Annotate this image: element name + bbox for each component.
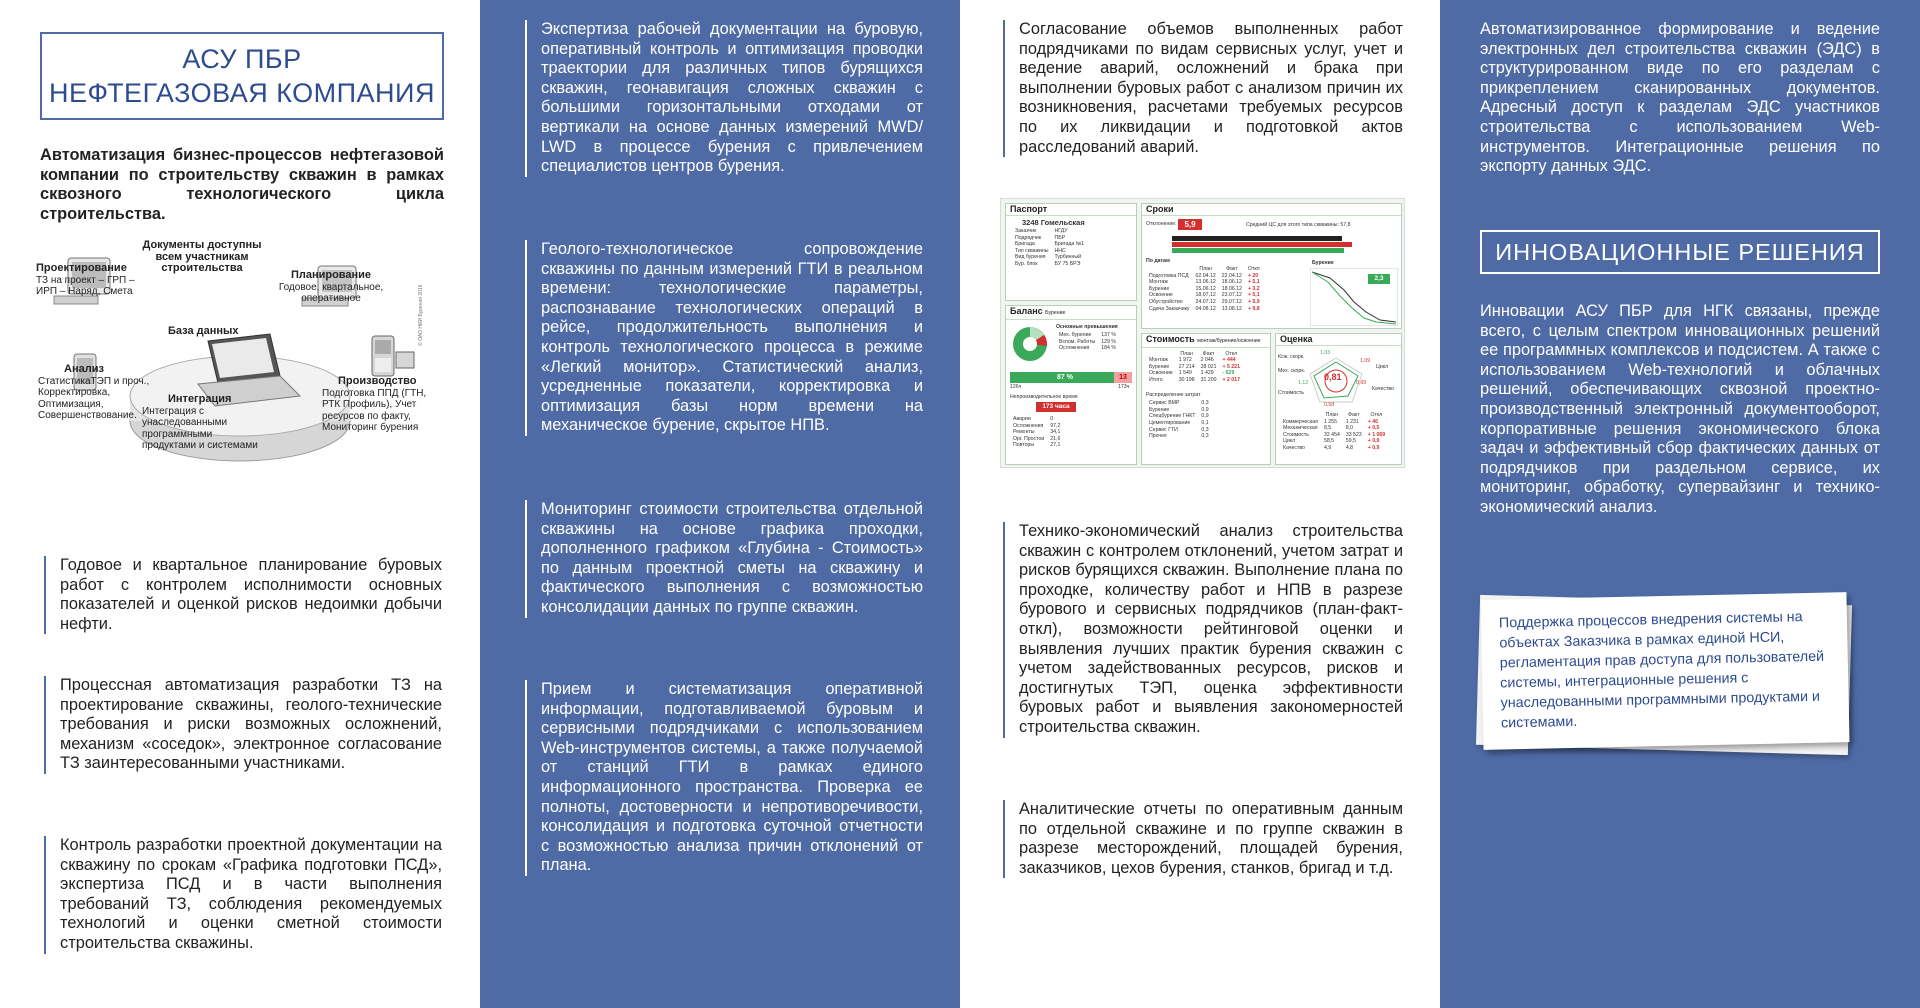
diagram-center-title: Документы доступны всем участникам строительства xyxy=(142,239,262,274)
cost-distribution-table xyxy=(1146,400,1212,440)
balance-row xyxy=(1056,332,1119,339)
terms-by-dates: По датам xyxy=(1146,258,1170,264)
terms-row-cell: Сдача Заказчику xyxy=(1149,305,1190,312)
score-col-header: Откл xyxy=(1370,412,1383,418)
cost-col-header: План xyxy=(1180,350,1193,357)
passport-panel xyxy=(1005,203,1137,301)
score-row-cell: 1 231 xyxy=(1345,418,1359,425)
balance-row xyxy=(1056,345,1119,352)
score-row-cell: 1 255 xyxy=(1323,418,1337,425)
terms-deviation-value: 5,9 xyxy=(1178,219,1202,230)
cost-dist-row xyxy=(1146,433,1212,440)
architecture-diagram xyxy=(30,239,450,526)
terms-row-cell: 13.06.12 xyxy=(1195,279,1216,286)
score-label-quality: Качество xyxy=(1372,386,1394,392)
planning-text: Годовое, квартальное, оперативное xyxy=(278,281,384,304)
passport-row-cell: Тип скважины xyxy=(1015,247,1049,254)
cost-dist-row-cell: 0,3 xyxy=(1201,433,1209,440)
integration-title: Интеграция xyxy=(168,393,232,405)
score-label-cost: Стоимость xyxy=(1278,390,1304,396)
score-table xyxy=(1280,412,1388,452)
cost-dist-row-cell: 0,3 xyxy=(1201,426,1209,433)
terms-col-fact: Факт xyxy=(1226,266,1238,272)
terms-row-cell: + 9,8 xyxy=(1247,305,1260,312)
terms-row xyxy=(1146,299,1263,306)
score-row-cell: 8,0 xyxy=(1345,425,1354,432)
passport-row-cell: Вид бурения xyxy=(1015,254,1046,261)
score-label-mech: Мех. скорк. xyxy=(1278,368,1306,374)
terms-row-cell: + 3,2 xyxy=(1247,285,1260,292)
passport-row-cell: Заказчик xyxy=(1015,228,1037,234)
balance-remainder: 13 xyxy=(1114,372,1132,383)
terms-bar-fact xyxy=(1172,242,1352,247)
terms-row-cell: Бурение xyxy=(1149,285,1170,292)
npv-row xyxy=(1010,442,1063,449)
cost-dist-row-cell: 0,3 xyxy=(1201,400,1209,407)
terms-bar-plan xyxy=(1172,236,1342,241)
npv-row xyxy=(1010,429,1063,436)
terms-row-cell: 24.07.12 xyxy=(1195,298,1216,305)
score-v3: 1,12 xyxy=(1298,380,1309,386)
balance-title xyxy=(1006,306,1136,320)
cost-row xyxy=(1146,370,1243,377)
cost-col-header: Факт xyxy=(1202,350,1215,357)
integration-block xyxy=(142,394,262,452)
cost-row-cell: 1 429 xyxy=(1200,370,1214,377)
balance-row-cell: 184 % xyxy=(1101,345,1116,352)
expertise-paragraph: Экспертиза рабочей документации на буровую, оперативный контроль и оптимизация проводки траектории для различных типов бурящихся скважин, геонавигация сложных скважин с большими горизонтальными отходами от вертикали на основе данных измерений MWD/ LWD в процессе бурения с привлечением специалистов центров бурения. xyxy=(525,20,923,177)
terms-row-cell: + 5,1 xyxy=(1247,279,1260,286)
npv-row-cell: 27,1 xyxy=(1050,442,1061,449)
score-panel xyxy=(1275,333,1402,465)
cost-dist-row-cell: Бурение xyxy=(1149,406,1170,413)
terms-row-cell: Монтаж xyxy=(1149,279,1168,286)
cost-dist-row-cell: Цементирование xyxy=(1149,419,1191,426)
terms-row-cell: Обустройство xyxy=(1149,298,1183,305)
gti-paragraph: Геолого-технологическое сопровождение скважины по данным измерений ГТИ в реальном времени: технологические параметры, распознавание технологических операций в рейсе, продолжительность выполнения и контроль технологического процесса в режиме «Легкий монитор». Статистический анализ, усредненные показатели, корректировка и оптимизация базы норм времени на механическое бурение, скрытое НПВ. xyxy=(525,240,923,436)
score-row-cell: 4,9 xyxy=(1323,444,1332,451)
balance-table xyxy=(1056,332,1119,352)
cost-row-cell: - 629 xyxy=(1222,370,1235,377)
score-row-cell: 8,5 xyxy=(1323,425,1332,432)
npv-row-cell: Орг. Простои xyxy=(1013,435,1045,442)
terms-row-cell: 29.07.12 xyxy=(1221,298,1242,305)
diagram-copyright: © ОАО НИИ Бурения 2016 xyxy=(418,284,424,346)
cost-row-cell: 28 021 xyxy=(1200,363,1217,370)
phone-icon xyxy=(372,336,414,376)
score-row-cell: + 0,5 xyxy=(1367,425,1380,432)
score-row-cell: 58,5 xyxy=(1323,438,1335,445)
cost-row-cell: + 5 221 xyxy=(1222,363,1240,370)
passport-row xyxy=(1012,254,1087,261)
cost-row xyxy=(1146,377,1243,384)
terms-col-plan: План xyxy=(1199,266,1212,272)
score-col-header: Факт xyxy=(1348,412,1360,418)
cost-dist-row-cell: 0,9 xyxy=(1201,406,1209,413)
passport-title: Паспорт xyxy=(1006,204,1136,216)
analysis-title: Анализ xyxy=(64,363,104,375)
planning-block xyxy=(274,270,388,305)
reports-paragraph: Аналитические отчеты по оперативным данным по отдельной скважине и по группе скважин в разрезе месторождений, площадей бурения, заказчиков, цехов бурения, станков, бригад и т.д. xyxy=(1003,800,1403,878)
cost-dist-row-cell: Сервис ГТИ xyxy=(1149,426,1178,433)
passport-row xyxy=(1012,228,1087,235)
terms-row-cell: 18.06.12 xyxy=(1221,285,1242,292)
passport-row-cell: БУ 75 БРЭ xyxy=(1054,260,1081,267)
npv-row-cell: 34,1 xyxy=(1050,429,1061,436)
tea-paragraph: Технико-экономический анализ строительства скважин с контролем отклонений, учетом затрат и рисков бурящихся скважин. Выполнение плана по проходке, количеству работ и НПВ в разрезе бурового и сервисных подрядчиков (план-факт-откл), возможности рейтинговой оценки и выявления лучших практик бурения скважин с учетом задействованных ресурсов, рисков и достигнутых ТЭП, оценка эффективности буровых работ и выявления закономерностей строительства скважин. xyxy=(1003,522,1403,738)
score-row-cell: 4,8 xyxy=(1345,444,1354,451)
terms-row xyxy=(1146,292,1263,299)
score-row-cell: 33 523 xyxy=(1345,431,1362,438)
cost-title xyxy=(1142,334,1270,348)
cost-distribution-label: Распределение затрат xyxy=(1146,391,1201,398)
production-title: Производство xyxy=(338,375,417,387)
score-row xyxy=(1280,432,1388,439)
terms-row-cell: Освоение xyxy=(1149,292,1173,299)
terms-row-cell: 22.04.12 xyxy=(1221,272,1242,279)
cost-dist-row-cell: Прочее xyxy=(1149,433,1167,440)
production-block xyxy=(322,376,438,434)
innovations-title: ИННОВАЦИОННЫЕ РЕШЕНИЯ xyxy=(1480,230,1880,274)
terms-row-cell: 13.08.12 xyxy=(1221,305,1242,312)
score-row-cell: 59,5 xyxy=(1345,438,1356,445)
score-title: Оценка xyxy=(1276,334,1401,346)
title-box xyxy=(40,32,444,120)
cost-title-text: Стоимость xyxy=(1146,334,1195,344)
terms-row-cell: + 5,9 xyxy=(1247,298,1260,305)
tz-paragraph: Процессная автоматизация разработки ТЗ на проектирование скважины, геолого-технические требования и риски возможных осложнений, механизм «соседок», электронное согласование ТЗ заинтересованными участниками. xyxy=(44,676,442,774)
cost-row xyxy=(1146,357,1243,364)
cost-panel xyxy=(1141,333,1271,465)
npv-table xyxy=(1010,416,1063,449)
database-label: База данных xyxy=(168,325,239,337)
balance-left-hours: 126ч xyxy=(1010,384,1022,390)
npv-row-cell: 21,6 xyxy=(1050,435,1061,442)
score-label-ksk: Ксж. скорк. xyxy=(1278,354,1305,360)
score-label-time: Цикл xyxy=(1376,364,1389,370)
panel-innovations xyxy=(1440,0,1920,1008)
cost-row-cell: 30 198 xyxy=(1178,376,1195,383)
panel-drilling-support xyxy=(480,0,960,1008)
terms-panel xyxy=(1141,203,1402,329)
terms-row xyxy=(1146,279,1263,286)
terms-row xyxy=(1146,306,1263,313)
cost-row-cell: 2 046 xyxy=(1200,357,1214,364)
psd-paragraph: Контроль разработки проектной документации на скважину по срокам «Графика подготовки ПСД», экспертиза ПСД и в части выполнения требований ТЗ, соблюдения рекомендуемых технологий и оценки сметной стоимости строительства скважины. xyxy=(44,836,442,954)
cost-table xyxy=(1146,351,1243,384)
cost-monitoring-paragraph: Мониторинг стоимости строительства отдельной скважины на основе графика проходки, дополненного графиком «Глубина - Стоимость» по данным проектной сметы на скважину и фактического выполнения с возможностью консолидации данных по группе скважин. xyxy=(525,500,923,618)
npv-row-cell: Осложнения xyxy=(1013,422,1044,429)
integration-text: Интеграция с унаследованными программными продуктами и системами xyxy=(142,405,258,451)
terms-row xyxy=(1146,286,1263,293)
score-row-cell: + 0,9 xyxy=(1367,438,1380,445)
panel-company xyxy=(0,0,480,1008)
terms-row-cell: 18.07.12 xyxy=(1195,292,1216,299)
score-row-cell: Механическая xyxy=(1283,425,1318,432)
terms-row-cell: 18.06.12 xyxy=(1221,279,1242,286)
balance-row xyxy=(1056,339,1119,346)
terms-row-cell: + 20 xyxy=(1247,272,1259,279)
cost-dist-row-cell: 0,9 xyxy=(1201,413,1209,420)
score-col-header: План xyxy=(1325,412,1339,418)
planning-paragraph: Годовое и квартальное планирование буровых работ с контролем исполнимости основных показателей и оценкой рисков недоимки добычи нефти. xyxy=(44,556,442,634)
design-title: Проектирование xyxy=(36,262,127,274)
innovations-paragraph: Инновации АСУ ПБР для НГК связаны, прежде всего, с целым спектром инновационных решений ее программных комплексов и подсистем. А также с использованием Web-технологий и облачных решений, обеспечивающих сквозной проектно-производственный электронный документооборот, корпоративные решения экономического блока задач и эффективный сбор фактических данных от подрядчиков при раздельном сервисе, их мониторинг, обработку, супервайзинг и технико-экономический анализ. xyxy=(1480,302,1880,516)
analysis-text: СтатистикаТЭП и проч., Корректировка, Оптимизация, Совершенствование. xyxy=(38,375,150,421)
balance-row-cell: Вспом. Работы xyxy=(1059,338,1096,345)
score-row-cell: Коммерческая xyxy=(1283,418,1318,425)
terms-row-cell: + 5,1 xyxy=(1247,292,1260,299)
npv-row xyxy=(1010,423,1063,430)
score-v1: 1,03 xyxy=(1320,350,1331,356)
cost-row-cell: 1 972 xyxy=(1178,357,1192,364)
production-text: Подготовка ППД (ГТН, РТК Профиль), Учет ресурсов по факту, Мониторинг бурения xyxy=(322,387,427,433)
npv-row xyxy=(1010,416,1063,423)
npv-row-cell: 97,2 xyxy=(1050,422,1061,429)
terms-table xyxy=(1146,266,1263,312)
score-v5: 0,58 xyxy=(1324,402,1335,408)
balance-pie xyxy=(1010,324,1050,364)
score-v4: 0,69 xyxy=(1356,380,1367,386)
passport-table xyxy=(1012,228,1087,268)
cost-dist-row xyxy=(1146,400,1212,407)
terms-row-cell: 02.04.12 xyxy=(1195,272,1216,279)
terms-row xyxy=(1146,273,1263,280)
cost-dist-row-cell: Сервис ВМР xyxy=(1149,400,1180,407)
title-line-2: НЕФТЕГАЗОВАЯ КОМПАНИЯ xyxy=(49,78,435,108)
design-block xyxy=(36,263,156,298)
npv-value: 173 часа xyxy=(1036,402,1076,412)
cost-row-cell: Итого xyxy=(1149,376,1163,383)
cost-dist-row xyxy=(1146,427,1212,434)
cost-row-cell: + 2 017 xyxy=(1222,376,1240,383)
balance-right-hours: 173ч xyxy=(1118,384,1130,390)
score-row xyxy=(1280,425,1388,432)
balance-row-cell: Мех. бурение xyxy=(1059,332,1092,338)
score-row-cell: 32 454 xyxy=(1323,431,1340,438)
npv-row-cell: 0 xyxy=(1050,416,1054,422)
passport-row xyxy=(1012,241,1087,248)
terms-row-cell: Подготовка ПСД xyxy=(1149,272,1189,279)
terms-drilling-badge: 2,3 xyxy=(1368,274,1390,284)
support-note-card: Поддержка процессов внедрения системы на объектах Заказчика в рамках единой НСИ, регламентация прав доступа для пользователей системы, интеграционные решения с унаследованными программными продуктами и системами. xyxy=(1480,592,1849,750)
balance-row-cell: Осложнения xyxy=(1059,345,1090,352)
npv-row xyxy=(1010,436,1063,443)
cost-row-cell: Бурение xyxy=(1149,363,1170,370)
contractor-paragraph: Согласование объемов выполненных работ подрядчиками по видам сервисных услуг, учет и ведение аварий, осложнений и брака при выполнении буровых работ с анализом причин их возникновения, расчетами требуемых ресурсов по их ликвидации и подготовкой актов расследований аварий. xyxy=(1003,20,1403,157)
score-v2: 1,09 xyxy=(1360,358,1371,364)
cost-row-cell: Освоение xyxy=(1149,370,1173,377)
terms-bar-norm xyxy=(1172,248,1344,253)
data-intake-paragraph: Прием и систематизация оперативной информации, подготавливаемой буровым и сервисными подрядчиками с использованием Web-инструментов системы, а также получаемой от станций ГТИ в рамках единого информационного пространства. Проверка ее полноты, достоверности и непротиворечивости, консолидация и подготовка суточной отчетности с возможностью анализа причин отклонений от плана. xyxy=(525,680,923,876)
eds-paragraph: Автоматизированное формирование и ведение электронных дел строительства скважин (ЭДС) в структурированном виде по его разделам с прикреплением сканированных документов. Адресный доступ к разделам ЭДС участников строительства с использованием Web-инструментов. Интеграционные решения по экспорту данных ЭДС. xyxy=(1480,20,1880,176)
passport-row-cell: Бригада xyxy=(1015,241,1035,248)
score-row xyxy=(1280,445,1388,452)
balance-row-cell: 129 % xyxy=(1101,338,1116,345)
panel-analysis xyxy=(960,0,1440,1008)
cost-dist-row-cell: Спецбурение ГНКТ xyxy=(1149,413,1196,420)
terms-col-dev: Откл xyxy=(1247,266,1260,272)
score-row-cell: + 1 069 xyxy=(1367,431,1386,438)
balance-row-cell: 137 % xyxy=(1101,332,1116,338)
passport-row xyxy=(1012,235,1087,242)
cost-row-cell: Монтаж xyxy=(1149,357,1168,364)
passport-row xyxy=(1012,261,1087,268)
terms-row-cell: 15.06.12 xyxy=(1195,285,1216,292)
analysis-block xyxy=(38,364,158,422)
score-row-cell: Стоимость xyxy=(1283,431,1309,438)
cost-row-cell: + 444 xyxy=(1222,357,1236,364)
npv-row-cell: Аварии xyxy=(1013,416,1031,422)
cost-subtitle: монтаж/бурение/освоение xyxy=(1197,338,1261,344)
cost-dist-row xyxy=(1146,413,1212,420)
score-row xyxy=(1280,438,1388,445)
score-row xyxy=(1280,419,1388,426)
terms-drilling-label: Бурение xyxy=(1312,260,1334,266)
cost-col-header: Откл xyxy=(1225,350,1238,357)
balance-percent-bar: 87 % xyxy=(1010,372,1120,383)
npv-row-cell: Ремонты xyxy=(1013,429,1035,436)
balance-panel xyxy=(1005,305,1137,465)
passport-row-cell: НГДУ xyxy=(1054,228,1068,234)
title-line-1: АСУ ПБР xyxy=(182,44,302,74)
cost-row-cell: 1 549 xyxy=(1178,370,1192,377)
score-value: 0,81 xyxy=(1324,372,1342,382)
terms-row-cell: 04.08.12 xyxy=(1195,305,1216,312)
balance-main-label: Основные превышения xyxy=(1056,324,1118,330)
planning-title: Планирование xyxy=(290,269,372,281)
intro-text: Автоматизация бизнес-процессов нефтегазовой компании по строительству скважин в рамках сквозного технологического цикла строительства. xyxy=(40,146,444,223)
score-row-cell: + 0,9 xyxy=(1367,444,1380,451)
npv-row-cell: Повторы xyxy=(1013,442,1035,449)
cost-dist-row xyxy=(1146,407,1212,414)
score-row-cell: Цикл xyxy=(1283,438,1296,445)
cost-dist-row-cell: 0,1 xyxy=(1201,419,1209,426)
terms-row-cell: 23.07.12 xyxy=(1221,292,1242,299)
well-dashboard xyxy=(1000,198,1405,468)
cost-dist-row xyxy=(1146,420,1212,427)
passport-row-cell: Бригада №1 xyxy=(1054,241,1085,248)
terms-average: Средний ЦС для этого типа скважины: 57,8 xyxy=(1246,222,1351,228)
cost-row-cell: 31 200 xyxy=(1200,376,1217,383)
terms-title: Сроки xyxy=(1142,204,1401,216)
passport-row-cell: ПБР xyxy=(1054,234,1066,241)
passport-row-cell: ННС xyxy=(1054,247,1066,254)
passport-row-cell: Подрядчик xyxy=(1015,234,1042,241)
score-row-cell: + 46 xyxy=(1367,418,1378,425)
passport-row-cell: Турбинный xyxy=(1054,254,1082,261)
score-row-cell: Качество xyxy=(1283,444,1305,451)
balance-title-text: Баланс xyxy=(1010,306,1043,316)
balance-subtitle: Бурение xyxy=(1045,310,1066,316)
terms-deviation-label: Отклонение: xyxy=(1146,221,1177,227)
passport-row-cell: Бур. блок xyxy=(1015,260,1038,267)
design-text: ТЗ на проект – ГРП – ИРП – Наряд, Смета xyxy=(36,274,135,297)
cost-row-cell: 27 214 xyxy=(1178,363,1195,370)
npv-label: Непроизводительное время xyxy=(1010,394,1078,400)
cost-row xyxy=(1146,364,1243,371)
well-name: 3248 Гомельская xyxy=(1022,218,1085,227)
